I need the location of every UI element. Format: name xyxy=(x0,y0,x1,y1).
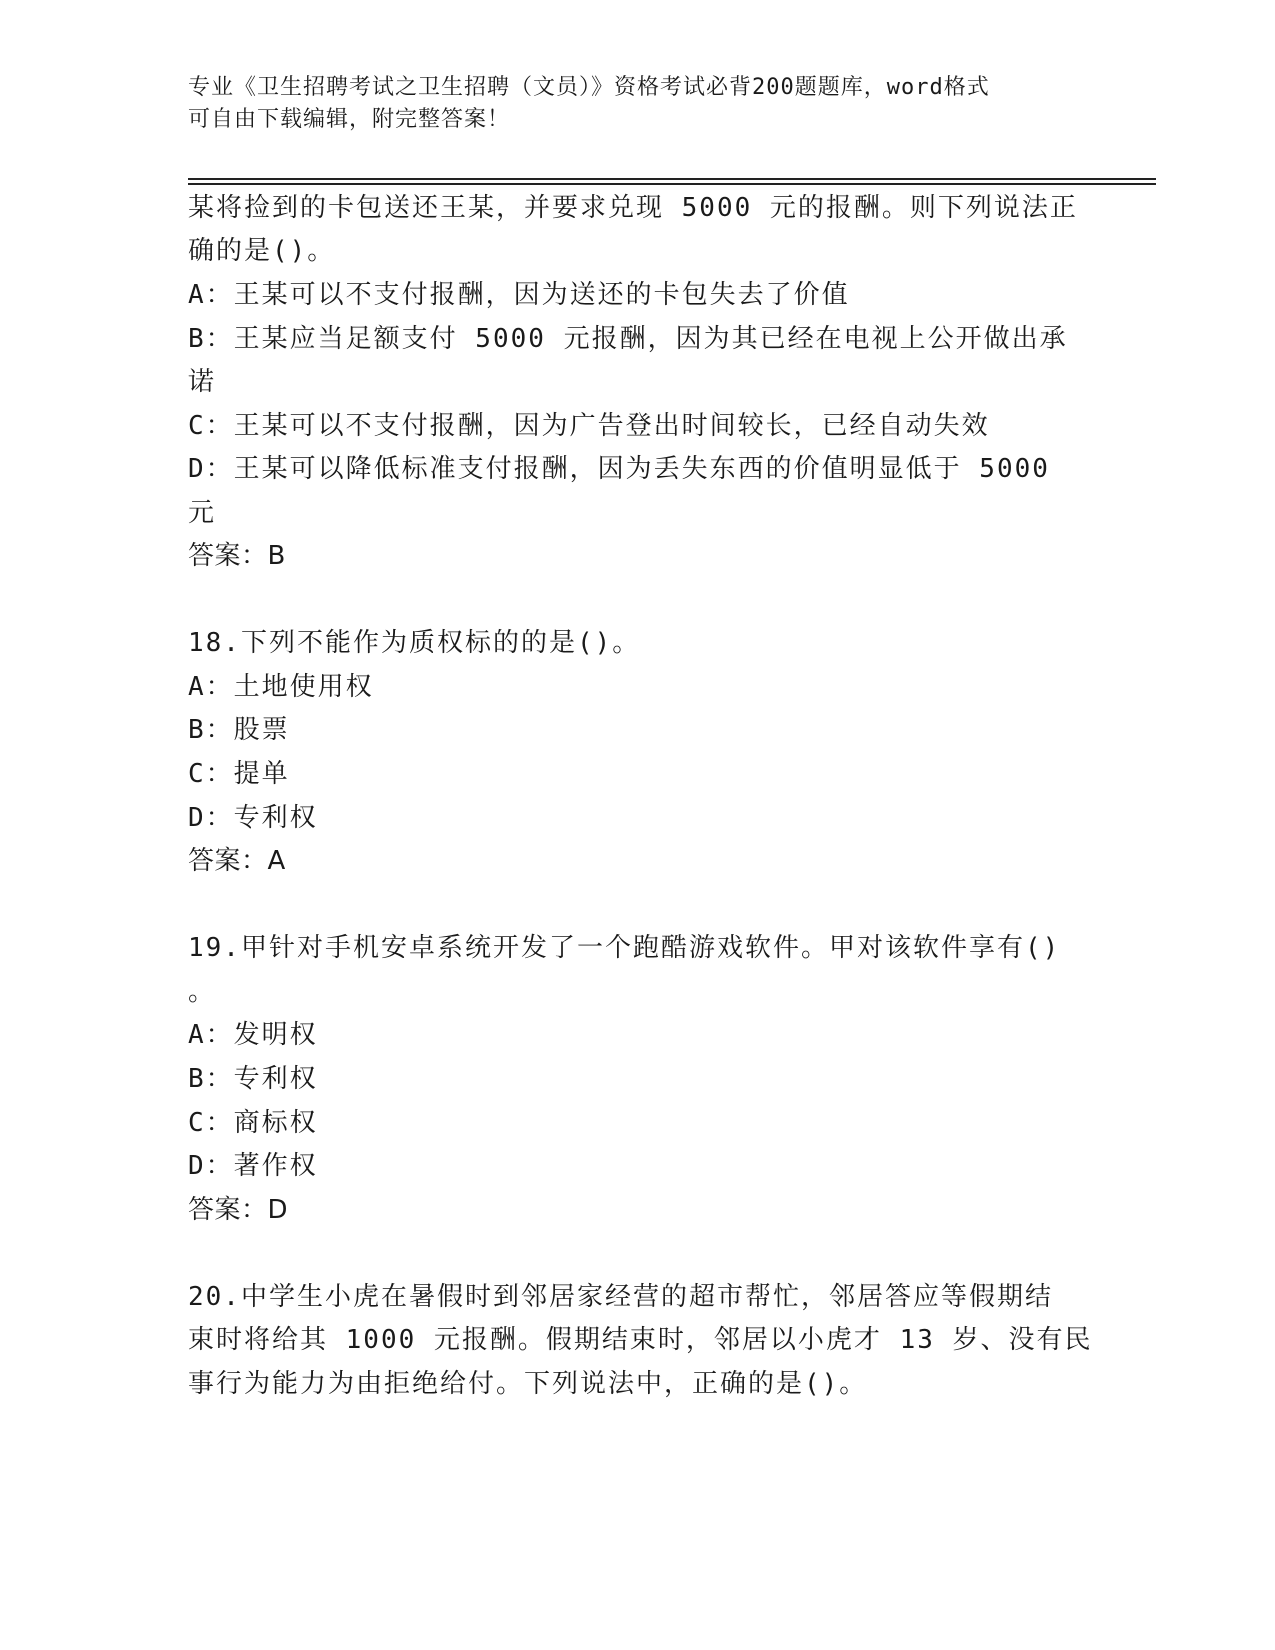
q17-option-c: C：王某可以不支付报酬，因为广告登出时间较长，已经自动失效 xyxy=(188,411,990,441)
q17-option-a: A：王某可以不支付报酬，因为送还的卡包失去了价值 xyxy=(188,280,850,310)
q17-stem-line-2: 确的是()。 xyxy=(188,236,336,266)
q19-option-c: C：商标权 xyxy=(188,1108,318,1138)
header-divider-bottom xyxy=(188,183,1156,185)
q17-option-b-line-2: 诺 xyxy=(188,367,217,397)
q18-stem: 18.下列不能作为质权标的的是()。 xyxy=(188,628,641,658)
q17-answer: 答案：B xyxy=(188,541,286,571)
q20-stem-line-1: 20.中学生小虎在暑假时到邻居家经营的超市帮忙，邻居答应等假期结 xyxy=(188,1282,1053,1312)
document-header xyxy=(188,72,1068,136)
header-divider-top xyxy=(188,178,1156,180)
q17-option-b-line-1: B：王某应当足额支付 5000 元报酬，因为其已经在电视上公开做出承 xyxy=(188,324,1068,354)
q20-stem-line-2: 束时将给其 1000 元报酬。假期结束时，邻居以小虎才 13 岁、没有民 xyxy=(188,1325,1093,1355)
q20-stem-line-3: 事行为能力为由拒绝给付。下列说法中，正确的是()。 xyxy=(188,1369,868,1399)
header-title-line-1: 专业《卫生招聘考试之卫生招聘（文员）》资格考试必背200题题库，word格式 xyxy=(188,75,990,100)
q17-option-d-line-1: D：王某可以降低标准支付报酬，因为丢失东西的价值明显低于 5000 xyxy=(188,454,1050,484)
q19-option-b: B：专利权 xyxy=(188,1064,318,1094)
q19-stem-line-2: 。 xyxy=(188,977,217,1007)
q18-answer: 答案：A xyxy=(188,846,286,876)
q19-option-d: D：著作权 xyxy=(188,1151,318,1181)
q19-answer: 答案：D xyxy=(188,1195,289,1225)
header-title-line-2: 可自由下载编辑，附完整答案！ xyxy=(188,107,511,132)
q18-option-b: B：股票 xyxy=(188,715,290,745)
q18-option-a: A：土地使用权 xyxy=(188,672,374,702)
q18-option-c: C：提单 xyxy=(188,759,290,789)
q18-option-d: D：专利权 xyxy=(188,803,318,833)
q19-stem-line-1: 19.甲针对手机安卓系统开发了一个跑酷游戏软件。甲对该软件享有() xyxy=(188,933,1061,963)
q17-option-d-line-2: 元 xyxy=(188,498,217,528)
q17-stem-line-1: 某将捡到的卡包送还王某，并要求兑现 5000 元的报酬。则下列说法正 xyxy=(188,193,1078,223)
q19-option-a: A：发明权 xyxy=(188,1020,318,1050)
